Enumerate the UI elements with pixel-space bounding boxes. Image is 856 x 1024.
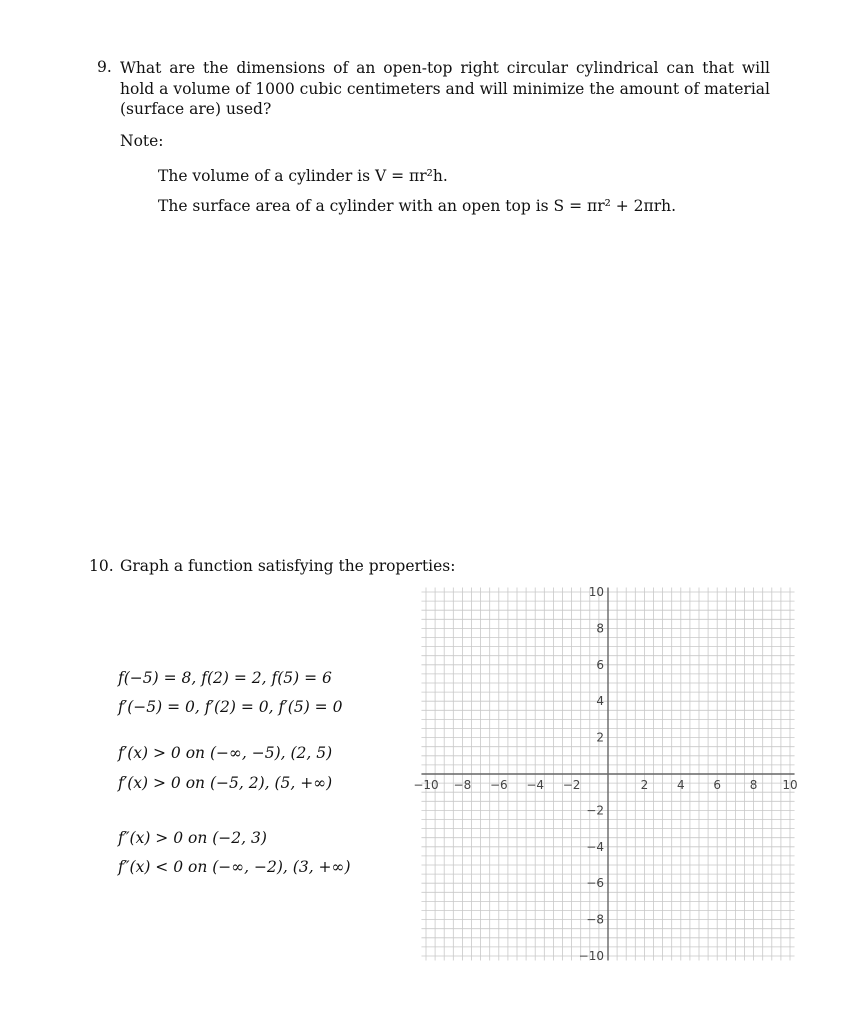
x-tick-label: 2 (640, 778, 649, 792)
question-10-text: Graph a function satisfying the properties: (120, 557, 456, 575)
y-tick-label: 4 (596, 694, 604, 709)
question-9-number: 9. (97, 58, 112, 76)
axes (421, 587, 794, 960)
y-tick-label: 10 (588, 585, 604, 599)
y-tick-label: 2 (596, 730, 604, 745)
x-tick-label: 6 (713, 778, 722, 792)
note-label: Note: (120, 132, 164, 150)
coordinate-grid[interactable] (413, 580, 810, 970)
y-tick-label: 8 (596, 621, 604, 636)
y-tick-label: −8 (586, 912, 604, 927)
property-increasing-intervals: f′(x) > 0 on (−∞, −5), (2, 5) (118, 744, 333, 762)
x-tick-label: −8 (453, 778, 472, 792)
x-tick-label: 4 (676, 778, 685, 792)
y-tick-label: −10 (578, 949, 604, 963)
property-concave-down: f″(x) < 0 on (−∞, −2), (3, +∞) (118, 858, 351, 876)
y-tick-label: −4 (586, 839, 604, 854)
x-tick-label: 8 (749, 778, 758, 792)
x-tick-label: −10 (413, 778, 439, 792)
y-tick-label: −6 (586, 876, 604, 891)
y-tick-label: 6 (596, 657, 604, 672)
x-tick-label: 10 (782, 778, 798, 792)
surface-area-formula-note: The surface area of a cylinder with an open top is S = πr² + 2πrh. (158, 197, 677, 215)
question-10-number: 10. (89, 557, 114, 575)
x-tick-label: −4 (526, 778, 545, 792)
property-derivative-intervals: f′(x) > 0 on (−5, 2), (5, +∞) (118, 774, 333, 792)
property-critical-points: f′(−5) = 0, f′(2) = 0, f′(5) = 0 (118, 698, 343, 716)
volume-formula-note: The volume of a cylinder is V = πr²h. (158, 167, 448, 185)
property-function-values: f(−5) = 8, f(2) = 2, f(5) = 6 (118, 669, 332, 687)
property-concave-up: f″(x) > 0 on (−2, 3) (118, 829, 267, 847)
question-9-text: What are the dimensions of an open-top right circular cylindrical can that will hold a volume of 1000 cubic centimeters and will minimize the amount of material (surface are) used? (120, 59, 770, 118)
x-tick-label: −6 (489, 778, 508, 792)
x-tick-label: −2 (562, 778, 581, 792)
y-tick-label: −2 (586, 803, 604, 818)
